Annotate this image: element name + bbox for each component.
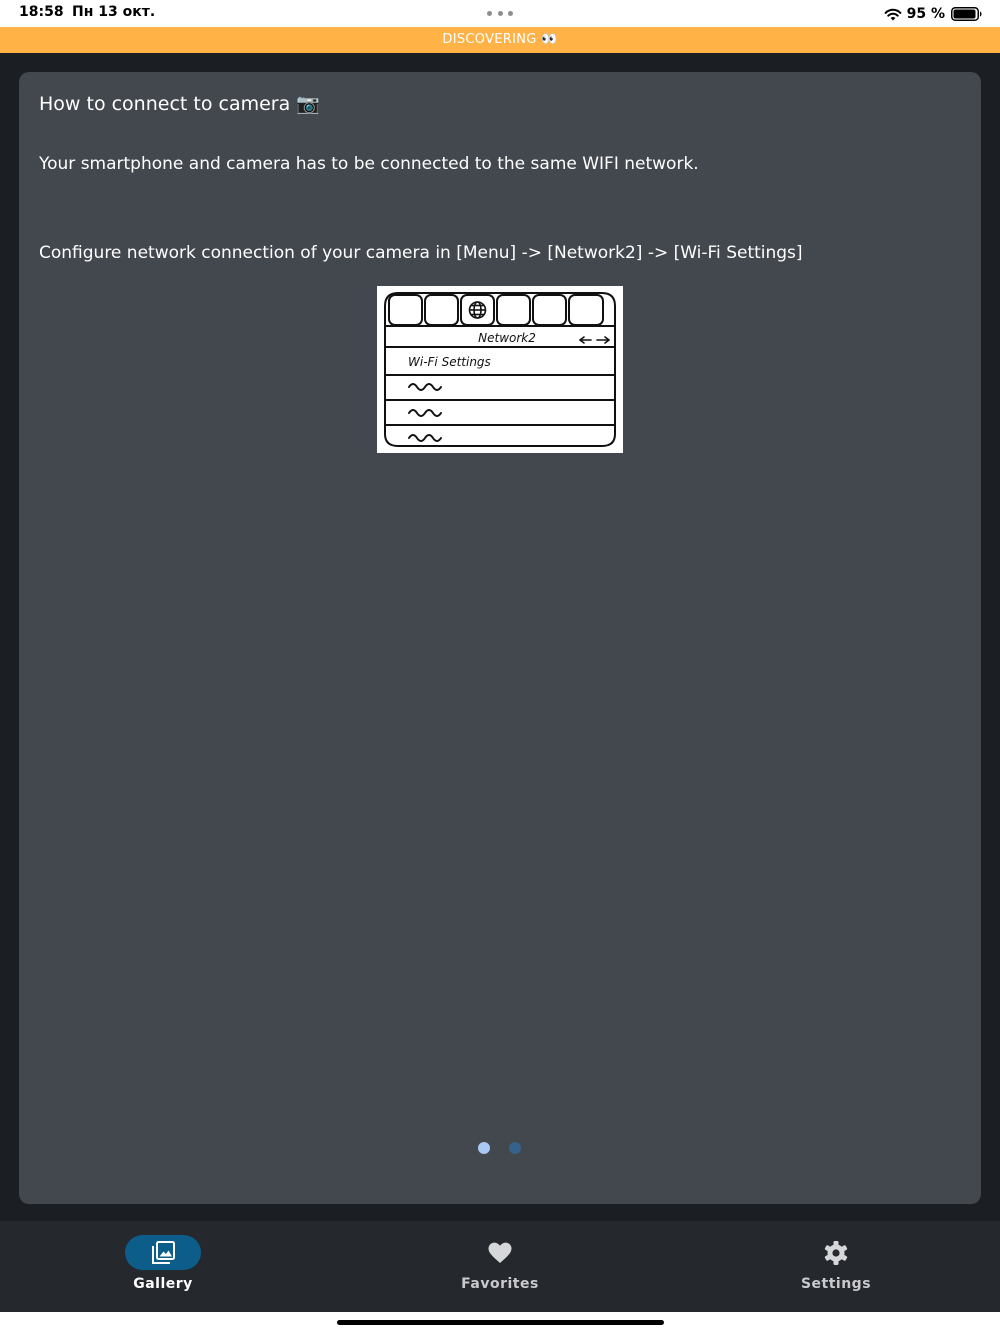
arrows-icon	[580, 337, 609, 343]
page-dot-1[interactable]	[478, 1142, 490, 1154]
bottom-navigation	[0, 1221, 1000, 1312]
battery-icon	[951, 7, 982, 21]
status-right	[884, 4, 982, 24]
nav-label-settings: Settings	[800, 1276, 872, 1292]
camera-menu-illustration	[377, 286, 623, 453]
status-date: Пн 13 окт.	[72, 4, 156, 20]
nav-label-favorites: Favorites	[461, 1276, 539, 1292]
home-indicator[interactable]	[337, 1320, 664, 1325]
globe-icon	[470, 302, 486, 318]
instruction-configure-network: Configure network connection of your camera in [Menu] -> [Network2] -> [Wi-Fi Settings]	[39, 243, 803, 263]
home-indicator-area	[0, 1312, 1000, 1334]
menu-item-wifi-settings: Wi-Fi Settings	[408, 355, 491, 369]
discovering-banner: DISCOVERING 👀	[0, 27, 1000, 53]
gallery-icon	[150, 1240, 176, 1266]
battery-percent: 95 %	[906, 6, 945, 22]
status-time: 18:58	[19, 4, 64, 20]
status-bar	[0, 0, 1000, 27]
page-dot-2[interactable]	[509, 1142, 521, 1154]
gear-icon	[823, 1240, 849, 1266]
camera-menu-sketch	[377, 286, 623, 453]
more-dots-icon[interactable]	[487, 11, 513, 16]
instruction-card[interactable]	[19, 72, 981, 1204]
heart-icon	[487, 1240, 513, 1266]
nav-item-settings[interactable]	[736, 1221, 936, 1312]
instruction-same-network: Your smartphone and camera has to be connected to the same WIFI network.	[39, 154, 699, 174]
wifi-icon	[884, 7, 902, 21]
nav-item-favorites[interactable]	[400, 1221, 600, 1312]
page-indicator[interactable]	[478, 1142, 522, 1154]
card-title: How to connect to camera 📷	[39, 93, 320, 115]
nav-label-gallery: Gallery	[133, 1276, 193, 1292]
menu-title-network2: Network2	[478, 331, 536, 345]
nav-item-gallery[interactable]	[63, 1221, 263, 1312]
